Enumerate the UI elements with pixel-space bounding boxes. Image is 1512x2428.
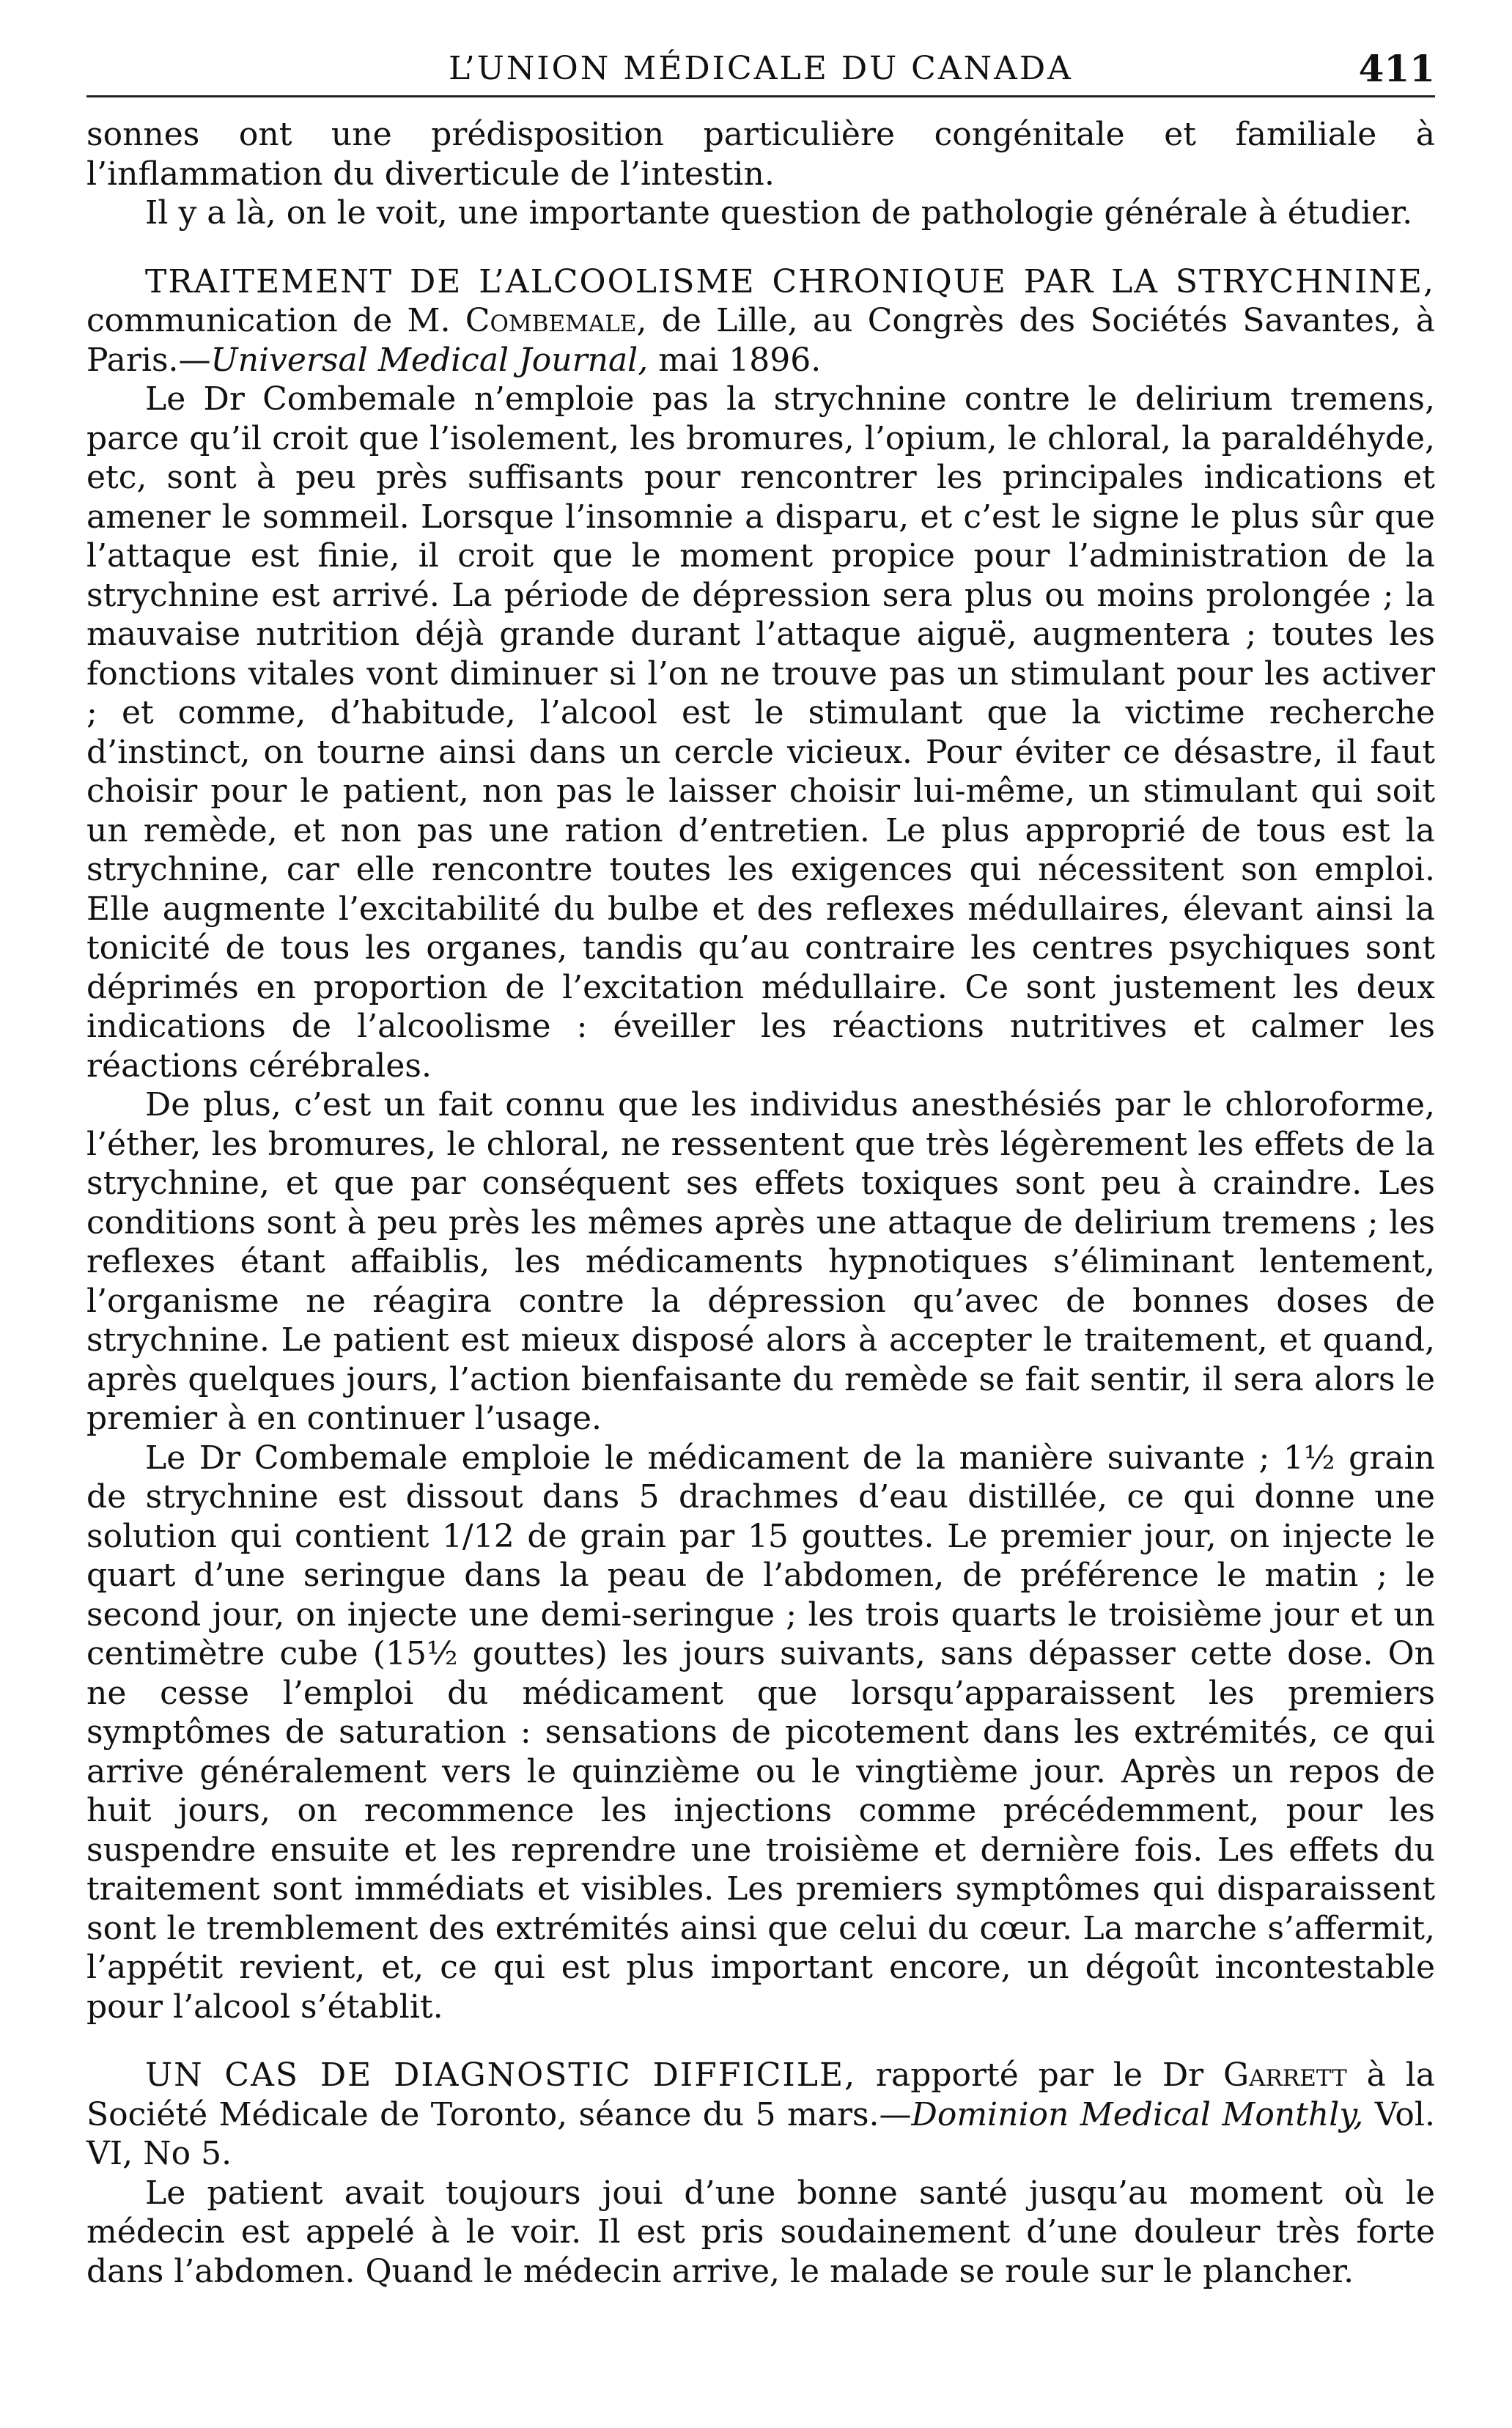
intro-paragraph: sonnes ont une prédisposition particulière congénitale et familiale à l’inflammation du diverticule de l’intestin. <box>86 116 1435 193</box>
article-2-paragraph-1: Le patient avait toujours joui d’une bonne santé jusqu’au moment où le médecin est appelé à le voir. Il est pris soudainement d’une douleur très forte dans l’abdomen. Quand le médecin arrive, le malade se roule sur le plancher. <box>86 2174 1435 2290</box>
section-gap <box>86 2026 1435 2056</box>
article-1-journal: Universal Medical Journal, <box>210 341 649 379</box>
article-2-author: Garrett <box>1223 2056 1347 2094</box>
article-1-paragraph-1: Le Dr Combemale n’emploie pas la strychnine contre le delirium tremens, parce qu’il croit que l’isolement, les bromures, l’opium, le chloral, la paraldéhyde, etc, sont à peu près suffisants pour rencontrer les principales indications et amener le sommeil. Lorsque l’insomnie a disparu, et c’est le signe le plus sûr que l’attaque est finie, il croit que le moment propice pour l’administration de la strychnine est arrivé. La période de dépression sera plus ou moins prolongée ; la mauvaise nutrition déjà grande durant l’attaque aiguë, augmentera ; toutes les fonctions vitales vont diminuer si l’on ne trouve pas un stimulant pour les activer ; et comme, d’habitude, l’alcool est le stimulant que la victime recherche d’instinct, on tourne ainsi dans un cercle vicieux. Pour éviter ce désastre, il faut choisir pour le patient, non pas le laisser choisir lui-même, un stimulant qui soit un remède, et non pas une ration d’entretien. Le plus approprié de tous est la strychnine, car elle rencontre toutes les exigences qui nécessitent son emploi. Elle augmente l’excitabilité du bulbe et des reflexes médullaires, élevant ainsi la tonicité de tous les organes, tandis qu’au contraire les centres psychiques sont déprimés en proportion de l’excitation médullaire. Ce sont justement les deux indications de l’alcoolisme : éveiller les réactions nutritives et calmer les réactions cérébrales. <box>86 380 1435 1085</box>
page-body <box>86 115 1435 2291</box>
article-1-title: TRAITEMENT DE L’ALCOOLISME CHRONIQUE PAR LA STRYCHNINE, <box>145 262 1435 300</box>
page <box>86 44 1435 2291</box>
article-1-citation-b: , de Lille, au Congrès des Sociétés Savantes, à Paris.— <box>86 302 1435 379</box>
intro-conclusion: Il y a là, on le voit, une importante question de pathologie générale à étudier. <box>145 194 1413 232</box>
running-header <box>86 44 1435 97</box>
running-title: L’UNION MÉDICALE DU CANADA <box>449 50 1073 87</box>
article-2-title: UN CAS DE DIAGNOSTIC DIFFICILE, <box>145 2056 857 2094</box>
article-2-citation-a: rapporté par le Dr <box>856 2056 1223 2094</box>
article-2-citation-c: Vol. VI, No 5. <box>86 2095 1435 2172</box>
article-2-citation-b: à la Société Médicale de Toronto, séance du 5 mars.— <box>86 2056 1435 2133</box>
article-2 <box>86 2056 1435 2291</box>
article-1-paragraph-3: Le Dr Combemale emploie le médicament de la manière suivante ; 1½ grain de strychnine est dissout dans 5 drachmes d’eau distillée, ce qui donne une solution qui contient 1/12 de grain par 15 gouttes. Le premier jour, on injecte le quart d’une seringue dans la peau de l’abdomen, de préférence le matin ; le second jour, on injecte une demi-seringue ; les trois quarts le troisième jour et un centimètre cube (15½ gouttes) les jours suivants, sans dépasser cette dose. On ne cesse l’emploi du médicament que lorsqu’apparaissent les premiers symptômes de saturation : sensations de picotement dans les extrémités, ce qui arrive généralement vers le quinzième ou le vingtième jour. Après un repos de huit jours, on recommence les injections comme précédemment, pour les suspendre ensuite et les reprendre une troisième et dernière fois. Les effets du traitement sont immédiats et visibles. Les premiers symptômes qui disparaissent sont le tremblement des extrémités ainsi que celui du cœur. La marche s’affermit, l’appétit revient, et, ce qui est plus important encore, un dégoût incontestable pour l’alcool s’établit. <box>86 1439 1435 2026</box>
article-1-paragraph-2: De plus, c’est un fait connu que les individus anesthésiés par le chloroforme, l’éther, les bromures, le chloral, ne ressentent que très légèrement les effets de la strychnine, et que par conséquent ses effets toxiques sont peu à craindre. Les conditions sont à peu près les mêmes après une attaque de delirium tremens ; les reflexes étant affaiblis, les médicaments hypnotiques s’éliminant lentement, l’organisme ne réagira contre la dépression qu’avec de bonnes doses de strychnine. Le patient est mieux disposé alors à accepter le traitement, et quand, après quelques jours, l’action bienfaisante du remède se fait sentir, il sera alors le premier à en continuer l’usage. <box>86 1086 1435 1437</box>
article-1-citation-a: communication de M. <box>86 302 465 339</box>
article-2-heading <box>86 2056 1435 2174</box>
article-2-journal: Dominion Medical Monthly, <box>911 2095 1364 2133</box>
page-number: 411 <box>1358 47 1435 90</box>
article-1-author: Combemale <box>465 302 637 339</box>
article-1 <box>86 262 1435 2027</box>
article-1-citation-c: mai 1896. <box>648 341 822 379</box>
article-1-heading <box>86 262 1435 380</box>
